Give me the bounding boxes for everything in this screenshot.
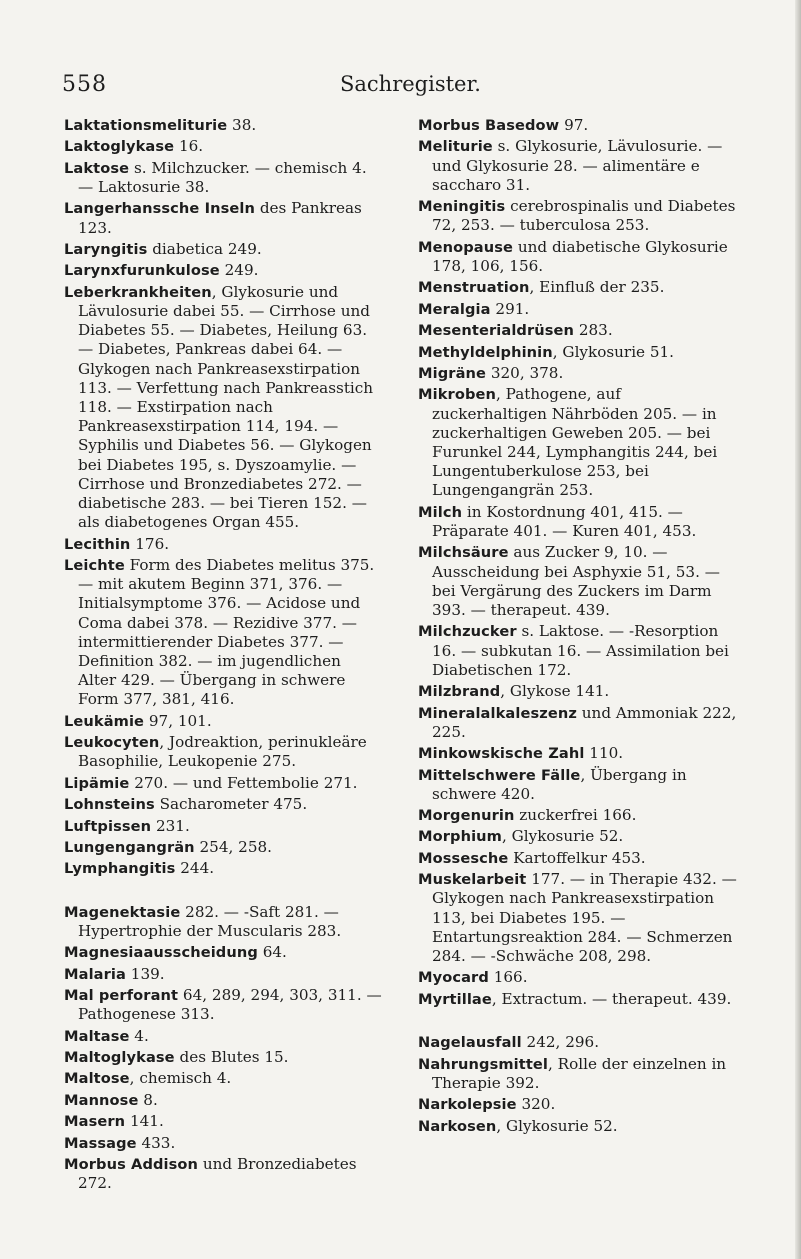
index-entry [64, 1027, 382, 1046]
index-references: 291. [490, 299, 530, 318]
index-references: 38. [227, 116, 257, 134]
index-entry [64, 159, 382, 197]
index-entry [418, 343, 740, 362]
index-references: 177. — in Therapie 432. — Glykogen nach Pankreasexstirpation 113, bei Diabetes 195. — Entartungsreaktion 284. — Schmerzen 284. — -Schwäche 208, 298. [432, 870, 737, 966]
index-term: Lymphangitis [64, 860, 176, 878]
index-entry [418, 321, 740, 340]
index-entry [418, 197, 740, 235]
index-references: 249. [219, 261, 259, 280]
index-entry [418, 622, 740, 680]
index-term: Magnesiaausscheidung [64, 944, 258, 962]
index-entry [64, 1069, 382, 1088]
index-term: Lipämie [64, 774, 130, 792]
index-references: 16. [174, 137, 204, 156]
index-references: , chemisch 4. [129, 1069, 232, 1088]
index-term: Mittelschwere Fälle [418, 766, 581, 784]
index-term: Laktose [64, 159, 130, 177]
page-header [0, 72, 801, 102]
index-term: Mossesche [418, 849, 509, 867]
index-entry [64, 261, 382, 280]
index-entry [64, 240, 382, 259]
index-entry [418, 968, 740, 987]
index-references: , Pathogene, auf zuckerhaltigen Nährböden 205. — in zuckerhaltigen Geweben 205. — bei Furunkel 244, Lymphangitis 244, bei Lungentuberkulose 253, bei Lungengangrän 253. [432, 385, 718, 500]
index-term: Morbus Basedow [418, 117, 560, 134]
section-gap [418, 1011, 740, 1033]
index-references: 139. [125, 964, 165, 983]
index-entry [418, 1033, 740, 1052]
index-references: und Bronzediabetes 272. [78, 1155, 357, 1193]
index-entry [418, 300, 740, 319]
index-term: Malaria [64, 965, 126, 983]
index-references: des Pankreas 123. [78, 199, 362, 237]
index-entry [418, 364, 740, 383]
index-references: 244. [175, 859, 215, 878]
index-entry [64, 1112, 382, 1131]
index-term: Lohnsteins [64, 796, 155, 814]
index-term: Meningitis [418, 198, 506, 216]
index-references: 254, 258. [194, 837, 272, 856]
index-entry [64, 1134, 382, 1153]
index-entry [418, 744, 740, 763]
index-term: Meralgia [418, 300, 491, 318]
index-term: Milch [418, 503, 463, 521]
index-references: Sacharometer 475. [154, 795, 308, 814]
running-title: Sachregister. [340, 72, 481, 96]
index-references: zuckerfrei 166. [514, 806, 637, 825]
index-term: Mannose [64, 1091, 139, 1109]
index-term: Morbus Addison [64, 1156, 199, 1174]
index-references: cerebrospinalis und Diabetes 72, 253. — tuberculosa 253. [432, 197, 736, 235]
index-entry [64, 137, 382, 156]
index-references: 8. [138, 1090, 158, 1109]
index-entry [64, 535, 382, 554]
index-references: Form des Diabetes melitus 375. — mit akutem Beginn 371, 376. — Initialsymptome 376. — Acidose und Coma dabei 378. — Rezidive 377. — intermittierender Diabetes 377. — Definition 382. — im jugendlichen Alter 429. — Übergang in schwere Form 377, 381, 416. [78, 555, 375, 709]
index-term: Muskelarbeit [418, 871, 527, 889]
index-term: Mesenterialdrüsen [418, 322, 575, 340]
index-term: Morphium [418, 828, 502, 846]
index-references: 320. [516, 1095, 556, 1114]
index-entry [418, 682, 740, 701]
index-entry [64, 1048, 382, 1067]
index-references: 242, 296. [521, 1033, 600, 1052]
index-term: Milchsäure [418, 544, 509, 562]
index-term: Luftpissen [64, 817, 152, 835]
index-entry [418, 116, 740, 135]
index-references: , Einfluß der 235. [529, 278, 665, 297]
index-entry [418, 704, 740, 742]
index-term: Mal perforant [64, 987, 179, 1005]
index-entry [64, 986, 382, 1024]
index-term: Lecithin [64, 535, 131, 553]
index-term: Lungengangrän [64, 838, 195, 856]
index-term: Mikroben [418, 386, 496, 404]
index-term: Leberkrankheiten [64, 283, 212, 301]
index-entry [418, 1055, 740, 1093]
index-references: aus Zucker 9, 10. — Ausscheidung bei Asphyxie 51, 53. — bei Vergärung des Zuckers im Darm 393. — therapeut. 439. [432, 543, 720, 619]
index-references: , Jodreaktion, perinukleäre Basophilie, Leukopenie 275. [78, 733, 367, 771]
index-entry [64, 859, 382, 878]
index-term: Leukämie [64, 712, 145, 730]
index-references: , Glykosurie 51. [552, 342, 675, 361]
index-term: Maltoglykase [64, 1049, 175, 1067]
page-number: 558 [62, 72, 107, 97]
index-references: s. Milchzucker. — chemisch 4. — Laktosurie 38. [78, 158, 367, 196]
index-entry [64, 943, 382, 962]
index-references: 283. [574, 321, 613, 340]
index-references: 176. [130, 534, 170, 553]
index-entry [418, 503, 740, 541]
index-references: diabetica 249. [147, 239, 262, 258]
index-references: in Kostordnung 401, 415. — Präparate 401. — Kuren 401, 453. [432, 502, 697, 540]
index-entry [418, 278, 740, 297]
index-references: des Blutes 15. [174, 1048, 289, 1067]
index-entry [64, 1155, 382, 1193]
index-term: Leichte [64, 556, 125, 574]
index-entry [64, 817, 382, 836]
index-entry [64, 733, 382, 771]
index-term: Maltase [64, 1027, 130, 1045]
index-term: Minkowskische Zahl [418, 745, 585, 763]
index-entry [64, 903, 382, 941]
index-term: Laktoglykase [64, 138, 175, 156]
index-entry [64, 774, 382, 793]
index-references: und diabetische Glykosurie 178, 106, 156. [432, 237, 728, 275]
index-term: Migräne [418, 364, 487, 382]
index-entry [64, 556, 382, 710]
index-references: s. Glykosurie, Lävulosurie. — und Glykosurie 28. — alimentäre e saccharo 31. [432, 137, 723, 194]
index-term: Myocard [418, 969, 489, 987]
index-references: 270. — und Fettembolie 271. [129, 773, 358, 792]
index-references: , Übergang in schwere 420. [432, 765, 687, 803]
index-entry [64, 116, 382, 135]
index-references: , Glykosurie 52. [501, 827, 624, 846]
index-term: Laryngitis [64, 240, 148, 258]
index-entry [418, 806, 740, 825]
index-term: Milchzucker [418, 623, 517, 641]
index-entry [64, 199, 382, 237]
index-term: Narkolepsie [418, 1096, 517, 1114]
index-term: Maltose [64, 1070, 130, 1088]
index-entry [418, 385, 740, 500]
index-term: Narkosen [418, 1117, 497, 1135]
index-references: 110. [584, 744, 624, 763]
index-term: Masern [64, 1113, 126, 1131]
index-references: 4. [129, 1026, 149, 1045]
index-term: Myrtillae [418, 990, 492, 1008]
index-entry [418, 137, 740, 195]
index-entry [418, 990, 740, 1009]
section-gap [64, 881, 382, 903]
index-references: Kartoffelkur 453. [508, 848, 646, 867]
index-references: 166. [488, 968, 528, 987]
index-term: Menopause [418, 238, 514, 256]
index-references: s. Laktose. — -Resorption 16. — subkutan 16. — Assimilation bei Diabetischen 172. [432, 622, 729, 679]
index-term: Langerhanssche Inseln [64, 200, 255, 218]
index-term: Menstruation [418, 279, 530, 297]
index-references: 64, 289, 294, 303, 311. — Pathogenese 313. [78, 986, 382, 1024]
index-references: 433. [136, 1133, 176, 1152]
index-references: 320, 378. [486, 363, 564, 382]
index-entry [418, 1117, 740, 1136]
index-references: 97. [559, 116, 589, 134]
index-references: und Ammoniak 222, 225. [432, 703, 737, 741]
index-references: , Extractum. — therapeut. 439. [491, 989, 732, 1008]
page-edge [795, 0, 801, 1259]
index-references: , Glykosurie 52. [496, 1116, 618, 1135]
index-entry [64, 712, 382, 731]
index-entry [418, 870, 740, 966]
index-references: 282. — -Saft 281. — Hypertrophie der Muscularis 283. [78, 902, 342, 940]
index-entry [418, 1095, 740, 1114]
index-term: Larynxfurunkulose [64, 262, 220, 280]
index-term: Morgenurin [418, 807, 515, 825]
index-references: 231. [151, 816, 190, 835]
index-column-left [64, 116, 382, 1196]
index-term: Leukocyten [64, 734, 160, 752]
index-term: Nagelausfall [418, 1034, 522, 1052]
index-entry [64, 965, 382, 984]
index-references: , Glykosurie und Lävulosurie dabei 55. — Cirrhose und Diabetes 55. — Diabetes, Heilung 63. — Diabetes, Pankreas dabei 64. — Glykogen nach Pankreasexstirpation 113. — Verfettung nach Pankreasstich 118. — Exstirpation nach Pankreasexstirpation 114, 194. — Syphilis und Diabetes 56. — Glykogen bei Diabetes 195, s. Dyszoamylie. — Cirrhose und Bronzediabetes 272. — diabetische 283. — bei Tieren 152. — als diabetogenes Organ 455. [78, 282, 374, 532]
index-entry [418, 827, 740, 846]
index-term: Massage [64, 1134, 137, 1152]
index-term: Milzbrand [418, 683, 501, 701]
index-term: Nahrungsmittel [418, 1055, 549, 1073]
index-entry [64, 795, 382, 814]
index-term: Methyldelphinin [418, 343, 553, 361]
index-term: Laktationsmeliturie [64, 117, 228, 134]
index-entry [64, 1091, 382, 1110]
index-term: Meliturie [418, 138, 493, 156]
index-entry [418, 543, 740, 620]
index-references: , Glykose 141. [500, 682, 610, 701]
index-references: , Rolle der einzelnen in Therapie 392. [432, 1054, 727, 1092]
index-term: Mineralalkaleszenz [418, 704, 577, 722]
index-references: 97, 101. [144, 711, 212, 730]
index-references: 141. [125, 1112, 164, 1131]
index-entry [418, 766, 740, 804]
index-entry [64, 283, 382, 533]
index-entry [64, 838, 382, 857]
index-column-right [418, 116, 740, 1138]
index-references: 64. [257, 943, 287, 962]
index-term: Magenektasie [64, 903, 181, 921]
index-entry [418, 238, 740, 276]
index-entry [418, 849, 740, 868]
